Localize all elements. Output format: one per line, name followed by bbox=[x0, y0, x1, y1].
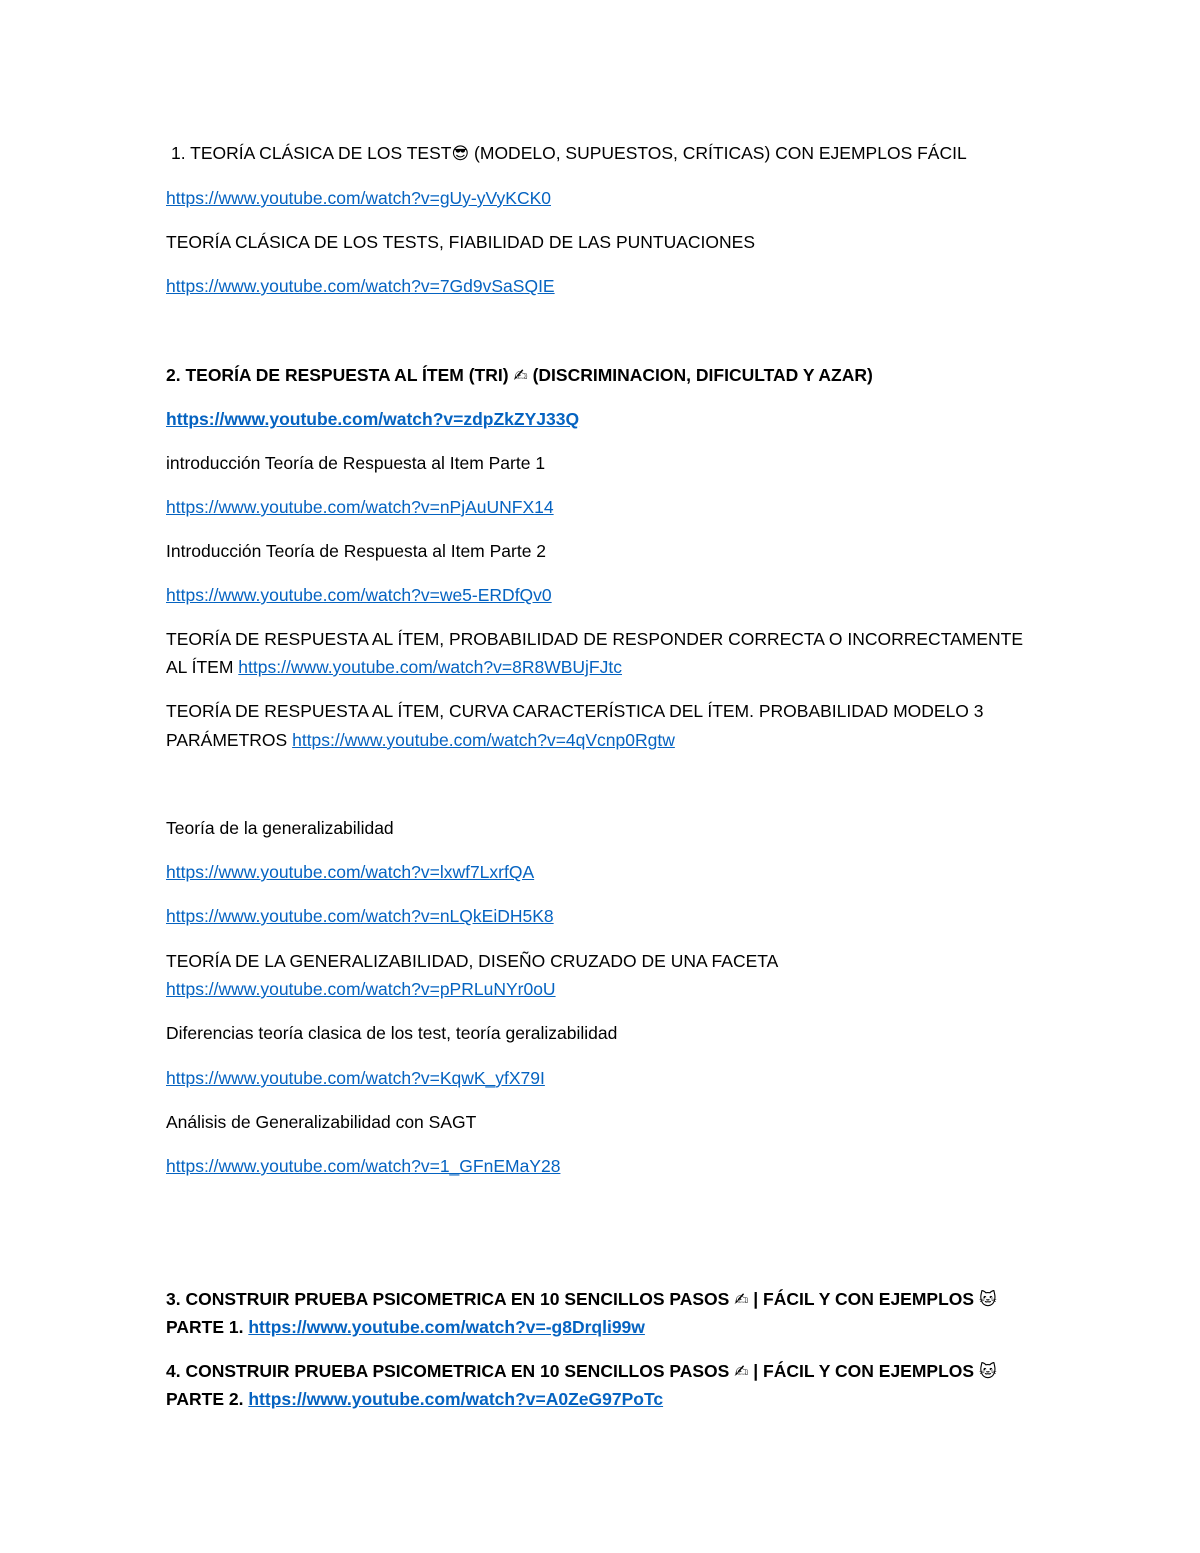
generalizability-sagt-text: Análisis de Generalizabilidad con SAGT bbox=[166, 1112, 477, 1132]
section2-link2-line bbox=[166, 496, 1046, 518]
youtube-link[interactable]: https://www.youtube.com/watch?v=lxwf7LxrfQA bbox=[166, 862, 535, 882]
section1-subtitle: TEORÍA CLÁSICA DE LOS TESTS, FIABILIDAD DE LAS PUNTUACIONES bbox=[166, 232, 756, 252]
section1-heading-prefix: 1. TEORÍA CLÁSICA DE LOS TEST bbox=[171, 143, 452, 163]
section3-heading-middle: | FÁCIL Y CON EJEMPLOS bbox=[748, 1289, 979, 1309]
youtube-link[interactable]: https://www.youtube.com/watch?v=-g8Drqli99w bbox=[248, 1317, 645, 1337]
youtube-link[interactable]: https://www.youtube.com/watch?v=1_GFnEMaY28 bbox=[166, 1156, 561, 1176]
cat-face-icon: 🐱 bbox=[978, 1362, 997, 1382]
section2-curve-label: PARÁMETROS bbox=[166, 730, 293, 750]
youtube-link[interactable]: https://www.youtube.com/watch?v=zdpZkZYJ33Q bbox=[166, 409, 580, 429]
section3-part-label: PARTE 1. bbox=[166, 1317, 249, 1337]
youtube-link[interactable]: https://www.youtube.com/watch?v=A0ZeG97PoTc bbox=[248, 1389, 664, 1409]
section2-curve-line1: TEORÍA DE RESPUESTA AL ÍTEM, CURVA CARACTERÍSTICA DEL ÍTEM. PROBABILIDAD MODELO 3 bbox=[166, 701, 984, 721]
generalizability-link2-line bbox=[166, 905, 1046, 927]
section3-part-line bbox=[166, 1316, 1046, 1338]
youtube-link[interactable]: https://www.youtube.com/watch?v=gUy-yVyKCK0 bbox=[166, 188, 551, 208]
writing-hand-icon: ✍ bbox=[734, 1362, 749, 1382]
section2-heading bbox=[166, 364, 1046, 387]
section4-part-line bbox=[166, 1388, 1046, 1410]
cat-face-icon: 🐱 bbox=[978, 1290, 997, 1310]
section2-probability-line1: TEORÍA DE RESPUESTA AL ÍTEM, PROBABILIDAD DE RESPONDER CORRECTA O INCORRECTAMENTE bbox=[166, 629, 1024, 649]
section2-link1-line bbox=[166, 408, 1046, 430]
youtube-link[interactable]: https://www.youtube.com/watch?v=8R8WBUjFJtc bbox=[238, 657, 622, 677]
youtube-link[interactable]: https://www.youtube.com/watch?v=pPRLuNYr0oU bbox=[166, 979, 556, 999]
youtube-link[interactable]: https://www.youtube.com/watch?v=nLQkEiDH5K8 bbox=[166, 906, 554, 926]
section4-heading bbox=[166, 1360, 1046, 1383]
writing-hand-icon: ✍ bbox=[513, 366, 528, 386]
section4-part-label: PARTE 2. bbox=[166, 1389, 249, 1409]
section2-intro1: introducción Teoría de Respuesta al Item Parte 1 bbox=[166, 453, 546, 473]
section4-heading-middle: | FÁCIL Y CON EJEMPLOS bbox=[748, 1361, 979, 1381]
youtube-link[interactable]: https://www.youtube.com/watch?v=we5-ERDfQv0 bbox=[166, 585, 552, 605]
section2-heading-suffix: (DISCRIMINACION, DIFICULTAD Y AZAR) bbox=[527, 365, 873, 385]
youtube-link[interactable]: https://www.youtube.com/watch?v=KqwK_yfX79I bbox=[166, 1068, 545, 1088]
section2-probability-line2 bbox=[166, 656, 1046, 678]
youtube-link[interactable]: https://www.youtube.com/watch?v=7Gd9vSaSQIE bbox=[166, 276, 555, 296]
generalizability-diff-text: Diferencias teoría clasica de los test, teoría geralizabilidad bbox=[166, 1023, 618, 1043]
section3-heading-prefix: 3. CONSTRUIR PRUEBA PSICOMETRICA EN 10 SENCILLOS PASOS bbox=[166, 1289, 735, 1309]
youtube-link[interactable]: https://www.youtube.com/watch?v=nPjAuUNFX14 bbox=[166, 497, 554, 517]
section2-curve-line2 bbox=[166, 729, 1046, 751]
writing-hand-icon: ✍ bbox=[734, 1290, 749, 1310]
section1-heading-suffix: (MODELO, SUPUESTOS, CRÍTICAS) CON EJEMPLOS FÁCIL bbox=[469, 143, 967, 163]
generalizability-link3-line bbox=[166, 978, 1046, 1000]
sunglasses-emoji-icon: 😎 bbox=[451, 144, 470, 164]
section2-intro2: Introducción Teoría de Respuesta al Item Parte 2 bbox=[166, 541, 547, 561]
generalizability-link1-line bbox=[166, 861, 1046, 883]
generalizability-link5-line bbox=[166, 1155, 1046, 1177]
section2-probability-label: AL ÍTEM bbox=[166, 657, 239, 677]
youtube-link[interactable]: https://www.youtube.com/watch?v=4qVcnp0Rgtw bbox=[292, 730, 675, 750]
section3-heading bbox=[166, 1288, 1046, 1311]
section1-link2-line bbox=[166, 275, 1046, 297]
generalizability-design-text: TEORÍA DE LA GENERALIZABILIDAD, DISEÑO CRUZADO DE UNA FACETA bbox=[166, 951, 779, 971]
section1-heading bbox=[171, 142, 1051, 165]
section2-heading-prefix: 2. TEORÍA DE RESPUESTA AL ÍTEM (TRI) bbox=[166, 365, 509, 385]
section4-heading-prefix: 4. CONSTRUIR PRUEBA PSICOMETRICA EN 10 SENCILLOS PASOS bbox=[166, 1361, 735, 1381]
section1-link1-line bbox=[166, 187, 1046, 209]
section2-link3-line bbox=[166, 584, 1046, 606]
generalizability-link4-line bbox=[166, 1067, 1046, 1089]
generalizability-title: Teoría de la generalizabilidad bbox=[166, 818, 394, 838]
